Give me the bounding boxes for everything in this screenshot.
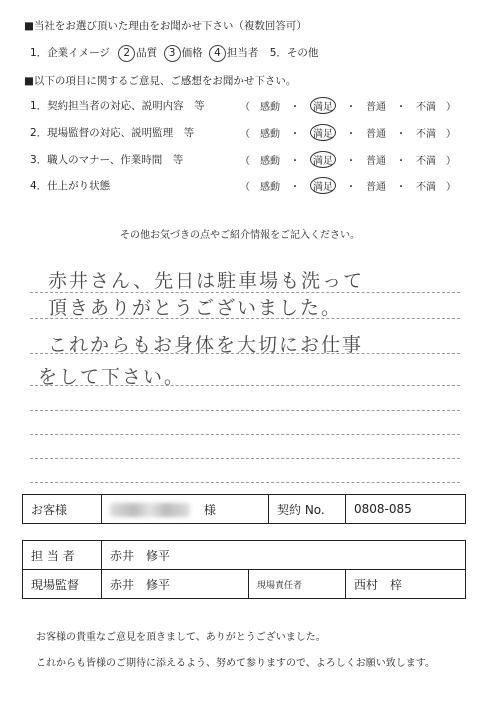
question-1-label: 1．契約担当者の対応、説明内容 等 [30, 100, 205, 112]
handwritten-line-2: 頂きありがとうございました。 [48, 297, 343, 319]
question-4-selected: 満足 [310, 177, 336, 194]
handwritten-line-4: をして下さい。 [38, 366, 186, 388]
question-2-label: 2．現場監督の対応、説明監理 等 [30, 127, 195, 139]
supervisor-label: 現場監督 [23, 570, 102, 599]
comment-rule [30, 458, 460, 459]
customer-name-redacted [110, 503, 190, 517]
handwritten-line-3: これからもお身体を大切にお仕事 [48, 334, 364, 356]
comment-rule [30, 482, 460, 483]
comment-rule [30, 410, 460, 411]
question-4-label: 4．仕上がり状態 [30, 180, 111, 192]
section2-title: ■以下の項目に関するご意見、ご感想をお聞かせ下さい。 [24, 75, 297, 87]
manager-name: 西村 梓 [346, 570, 466, 599]
question-2-scale[interactable]: （ 感動 ・ 満足 ・ 普通 ・ 不満 ） [240, 125, 456, 140]
rep-name: 赤井 修平 [102, 541, 466, 570]
footer-closing: これからも皆様のご期待に添えるよう、努めて参りますので、よろしくお願い致します。 [36, 658, 435, 669]
supervisor-name: 赤井 修平 [102, 570, 249, 599]
section1-title: ■当社をお選び頂いた理由をお聞かせ下さい（複数回答可） [24, 20, 307, 32]
comment-rule [30, 434, 460, 435]
reason-3[interactable]: 3 価格 [163, 47, 203, 59]
handwritten-line-1: 赤井さん、先日は駐車場も洗って [48, 270, 365, 292]
question-3-label: 3．職人のマナー、作業時間 等 [30, 154, 184, 166]
reason-options [30, 45, 318, 62]
reason-5[interactable]: 5．その他 [269, 47, 319, 59]
reason-2[interactable]: 2 品質 [117, 47, 157, 59]
reason-4[interactable]: 4 担当者 [208, 47, 259, 59]
footer-thanks: お客様の貴重なご意見を頂きまして、ありがとうございました。 [36, 632, 326, 643]
question-1-scale[interactable]: （ 感動 ・ 満足 ・ 普通 ・ 不満 ） [240, 98, 456, 113]
question-3-selected: 満足 [310, 151, 336, 168]
manager-label: 現場責任者 [249, 570, 346, 599]
contract-number: 0808-085 [346, 495, 466, 524]
contract-label: 契約 No. [269, 495, 346, 524]
comments-prompt: その他お気づきの点やご紹介情報をご記入ください。 [120, 230, 360, 241]
reason-1[interactable]: 1．企業イメージ [30, 47, 110, 59]
question-4-scale[interactable]: （ 感動 ・ 満足 ・ 普通 ・ 不満 ） [240, 178, 456, 193]
customer-table [22, 494, 466, 524]
customer-label: お客様 [23, 495, 102, 524]
staff-table [22, 540, 466, 599]
question-2-selected: 満足 [310, 124, 336, 141]
question-1-selected: 満足 [310, 97, 336, 114]
customer-suffix: 様 [203, 502, 216, 517]
rep-label: 担 当 者 [23, 541, 102, 570]
question-3-scale[interactable]: （ 感動 ・ 満足 ・ 普通 ・ 不満 ） [240, 152, 456, 167]
customer-name-cell [102, 495, 269, 524]
